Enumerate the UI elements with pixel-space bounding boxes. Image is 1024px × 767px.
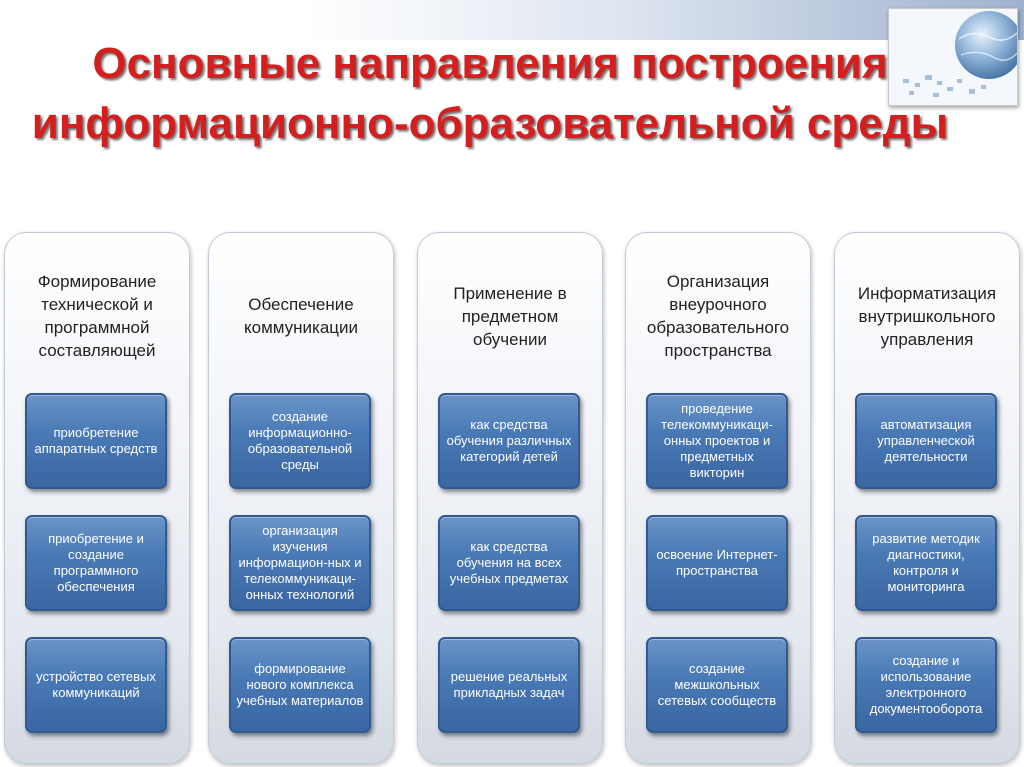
column-header: Применение в предметном обучении — [453, 283, 567, 349]
item-box: организация изучения информацион-ных и телекоммуникаци-онных технологий — [229, 515, 371, 611]
page-title: Основные направления построения информационно-образовательной среды — [31, 39, 949, 148]
item-box: формирование нового комплекса учебных материалов — [229, 637, 371, 733]
column-school-management — [834, 232, 1020, 764]
column-communication — [208, 232, 394, 764]
column-technical — [4, 232, 190, 764]
column-header: Обеспечение коммуникации — [243, 295, 359, 337]
item-box: как средства обучения различных категорий детей — [438, 393, 580, 489]
item-box: проведение телекоммуникаци-онных проектов и предметных викторин — [646, 393, 788, 489]
item-box: приобретение и создание программного обеспечения — [25, 515, 167, 611]
item-box: решение реальных прикладных задач — [438, 637, 580, 733]
item-box: освоение Интернет-пространства — [646, 515, 788, 611]
item-box: устройство сетевых коммуникаций — [25, 637, 167, 733]
item-box: создание и использование электронного документооборота — [855, 637, 997, 733]
item-box: создание информационно-образовательной среды — [229, 393, 371, 489]
item-box: автоматизация управленческой деятельности — [855, 393, 997, 489]
column-subject-teaching — [417, 232, 603, 764]
item-box: создание межшкольных сетевых сообществ — [646, 637, 788, 733]
item-box: как средства обучения на всех учебных предметах — [438, 515, 580, 611]
item-box: приобретение аппаратных средств — [25, 393, 167, 489]
column-extracurricular — [625, 232, 811, 764]
column-header: Организация внеурочного образовательного пространства — [646, 272, 790, 360]
column-header: Информатизация внутришкольного управления — [857, 283, 997, 349]
column-header: Формирование технической и программной составляющей — [37, 272, 157, 360]
item-box: развитие методик диагностики, контроля и мониторинга — [855, 515, 997, 611]
